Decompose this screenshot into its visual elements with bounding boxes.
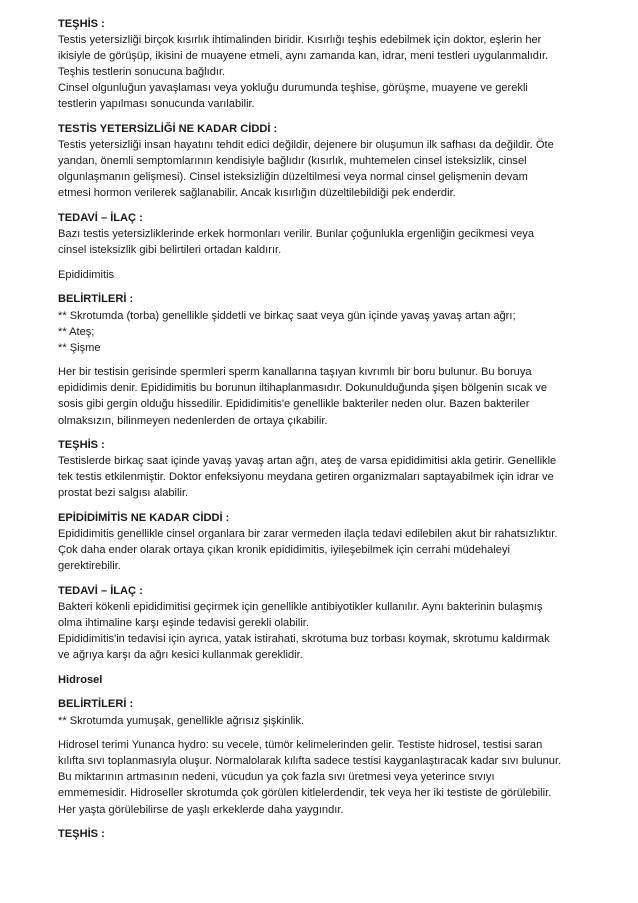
section-heading: TEŞHİS :	[58, 439, 105, 452]
text-line: kılıfta sıvı toplanmasıyla oluşur. Normalolarak kılıfta sadece testisi kayganlaştıracak kadar sıvı bulunur.	[58, 755, 562, 768]
text-line: Her bir testisin gerisinde spermleri sperm kanallarına taşıyan kıvrımlı bir boru bulunur. Bu boruya	[58, 366, 532, 379]
paragraph	[58, 737, 576, 817]
text-line: Epididimitis'in tedavisi için ayrıca, yatak istirahati, skrotuma buz torbası koymak, skrotumu kaldırmak	[58, 633, 550, 646]
document-section	[58, 510, 576, 574]
section-heading: TEDAVİ – İLAÇ :	[58, 584, 143, 597]
document-section	[58, 696, 576, 728]
text-line: etmesi hormon verilerek sağlanabilir. Ancak kısırlığın düzeltilebildiği pek enderdir.	[58, 187, 456, 200]
section-heading: BELİRTİLERİ :	[58, 698, 134, 711]
section-title-text: Hidrosel	[58, 673, 103, 686]
text-line: Bu miktarının artmasının nedeni, vücudun ya çok fazla sıvı üretmesi veya yeterince sıvıyı	[58, 771, 495, 784]
text-line: Hidrosel terimi Yunanca hydro: su vecele, tümör kelimelerinden gelir. Testiste hidrosel, testisi saran	[58, 739, 543, 752]
section-heading: EPİDİDİMİTİS NE KADAR CİDDİ :	[58, 512, 230, 525]
text-line: Çok daha ender olarak ortaya çıkan kronik epididimitis, iyileşebilmek için cerrahi müdehaleyi	[58, 544, 510, 557]
text-line: Testis yetersizliği birçok kısırlık ihtimalinden biridir. Kısırlığı teşhis edebilmek için doktor, eşlerin her	[58, 34, 542, 47]
text-line: Testislerde birkaç saat içinde yavaş yavaş artan ağrı, ateş de varsa epididimitisi akla getirir. Genellikle	[58, 455, 557, 468]
text-line: Testis yetersizliği insan hayatını tehdit edici değildir, dejenere bir oluşumun ilk safhası da değildir. Öte	[58, 139, 554, 152]
text-line: ** Şişme	[58, 341, 101, 354]
document-section	[58, 291, 576, 355]
document-section	[58, 826, 576, 842]
text-line: tek testis etkilenmiştir. Doktor enfeksiyonu meydana getiren organizmaları saptayabilmek için idrar ve	[58, 471, 554, 484]
text-line: gerektirebilir.	[58, 560, 121, 573]
section-heading: BELİRTİLERİ :	[58, 293, 134, 306]
section-title-text: Epididimitis	[58, 268, 115, 281]
text-line: sosis gibi gergin olduğu hissedilir. Epididimitis'e genellikle bakteriler neden olur. Bazen bakteriler	[58, 398, 530, 411]
text-line: ** Ateş;	[58, 325, 95, 338]
text-line: Cinsel olgunluğun yavaşlaması veya yokluğu durumunda teşhise, görüşme, muayene ve gerekli	[58, 82, 528, 95]
text-line: olmaksızın, bilinmeyen nedenlerden de ortaya çıkabilir.	[58, 414, 328, 427]
text-line: emmemesidir. Hidroseller skrotumda çok görülen kitlelerdendir, tek veya her iki testiste de görülebilir.	[58, 787, 552, 800]
section-title	[58, 672, 576, 688]
section-heading: TEŞHİS :	[58, 18, 105, 30]
text-line: Her yaşta görülebilirse de yaşlı erkeklerde daha yaygındır.	[58, 803, 344, 816]
section-heading: TEŞHİS :	[58, 828, 105, 841]
text-line: olma ihtimaline karşı eşinde tedavisi gerekli olabilir.	[58, 617, 309, 630]
text-line: ikisiyle de görüşüp, ikisini de muayene etmeli, aynı zamanda kan, idrar, meni testleri uygulanmalıdır.	[58, 50, 549, 63]
text-line: olgunlaşmanın gelişmesi). Cinsel isteksizliğin düzeltilmesi veya normal cinsel gelişmenin devam	[58, 171, 528, 184]
text-line: cinsel isteksizlik gibi belirtileri ortadan kaldırır.	[58, 244, 282, 257]
text-line: testlerin yapılması sonucunda varılabilir.	[58, 98, 255, 111]
text-line: epididimis denir. Epididimitis bu borunun iltihaplanmasıdır. Dokunulduğunda şişen bölgenin sıcak ve	[58, 382, 548, 395]
document-section	[58, 121, 576, 201]
text-line: ** Skrotumda (torba) genellikle şiddetli ve birkaç saat veya gün içinde yavaş yavaş artan ağrı;	[58, 309, 516, 322]
section-heading: TEDAVİ – İLAÇ :	[58, 212, 143, 225]
document-section	[58, 210, 576, 258]
section-heading: TESTİS YETERSİZLİĞİ NE KADAR CİDDİ :	[58, 123, 278, 136]
text-line: ** Skrotumda yumuşak, genellikle ağrısız şişkinlik.	[58, 714, 305, 727]
document-section	[58, 16, 576, 113]
document-section	[58, 583, 576, 663]
text-line: Epididimitis genellikle cinsel organlara bir zarar vermeden ilaçla tedavi edilebilen akut bir rahatsızlıktır.	[58, 528, 558, 541]
document-section	[58, 437, 576, 501]
paragraph	[58, 364, 576, 428]
text-line: prostat bezi salgısı alabilir.	[58, 487, 189, 500]
section-title	[58, 267, 576, 283]
text-line: yandan, önemli semptomlarının kendisiyle bağlıdır (kısırlık, muhtemelen cinsel isteksizlik, cinsel	[58, 155, 527, 168]
text-line: Bazı testis yetersizliklerinde erkek hormonları verilir. Bunlar çoğunlukla ergenliğin gecikmesi veya	[58, 228, 535, 241]
text-line: ve ağrıya karşı da ağrı kesici kullanmak gereklidir.	[58, 649, 303, 662]
text-line: Teşhis testlerin sonucuna bağlıdır.	[58, 66, 226, 79]
text-line: Bakteri kökenli epididimitisi geçirmek için genellikle antibiyotikler kullanılır. Aynı bakterinin bulaşmış	[58, 601, 543, 613]
